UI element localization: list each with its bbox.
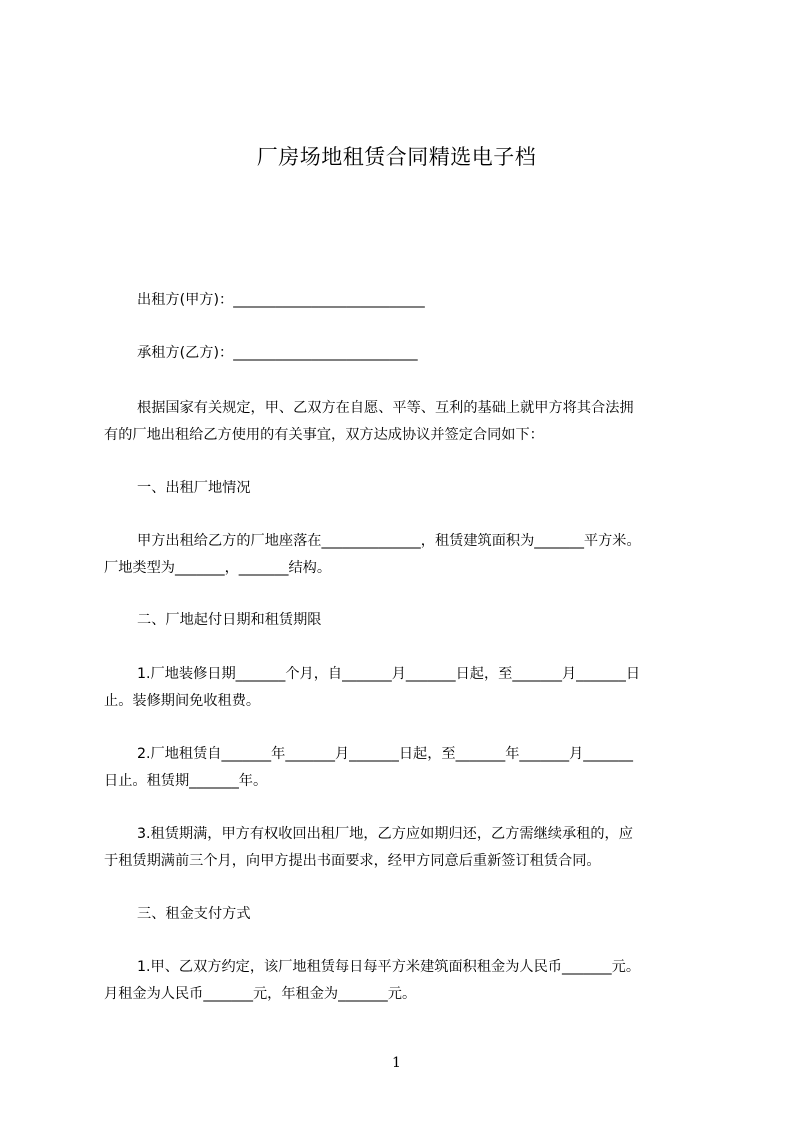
section-1-paragraph-line-1: 甲方出租给乙方的厂地座落在______________，租赁建筑面积为_______平方米。 <box>137 533 641 549</box>
lessor-line: 出租方(甲方)：___________________________ <box>137 292 425 308</box>
section-2-heading: 二、厂地起付日期和租赁期限 <box>137 612 322 628</box>
section-2-item-3-line-2: 于租赁期满前三个月，向甲方提出书面要求，经甲方同意后重新签订租赁合同。 <box>104 853 601 869</box>
document-title: 厂房场地租赁合同精选电子档 <box>256 145 537 169</box>
intro-line-2: 有的厂地出租给乙方使用的有关事宜，双方达成协议并签定合同如下： <box>104 427 544 443</box>
page-number: 1 <box>392 1055 401 1071</box>
section-2-item-1-line-2: 止。装修期间免收租费。 <box>104 693 261 709</box>
section-2-item-2-line-1: 2.厂地租赁自_______年_______月_______日起，至_______年_______月_______ <box>137 746 633 762</box>
section-3-item-1-line-2: 月租金为人民币_______元，年租金为_______元。 <box>104 986 417 1002</box>
section-3-item-1-line-1: 1.甲、乙双方约定，该厂地租赁每日每平方米建筑面积租金为人民币_______元。 <box>137 959 641 975</box>
lessee-line: 承租方(乙方)：__________________________ <box>137 345 418 361</box>
section-2-item-3-line-1: 3.租赁期满，甲方有权收回出租厂地，乙方应如期归还，乙方需继续承租的，应 <box>137 826 633 842</box>
intro-line-1: 根据国家有关规定，甲、乙双方在自愿、平等、互利的基础上就甲方将其合法拥 <box>137 400 634 416</box>
section-2-item-2-line-2: 日止。租赁期_______年。 <box>104 773 268 789</box>
section-3-heading: 三、租金支付方式 <box>137 906 251 922</box>
section-1-paragraph-line-2: 厂地类型为_______，_______结构。 <box>104 560 332 576</box>
section-2-item-1-line-1: 1.厂地装修日期_______个月，自_______月_______日起，至_______月_______日 <box>137 666 641 682</box>
section-1-heading: 一、出租厂地情况 <box>137 480 251 496</box>
